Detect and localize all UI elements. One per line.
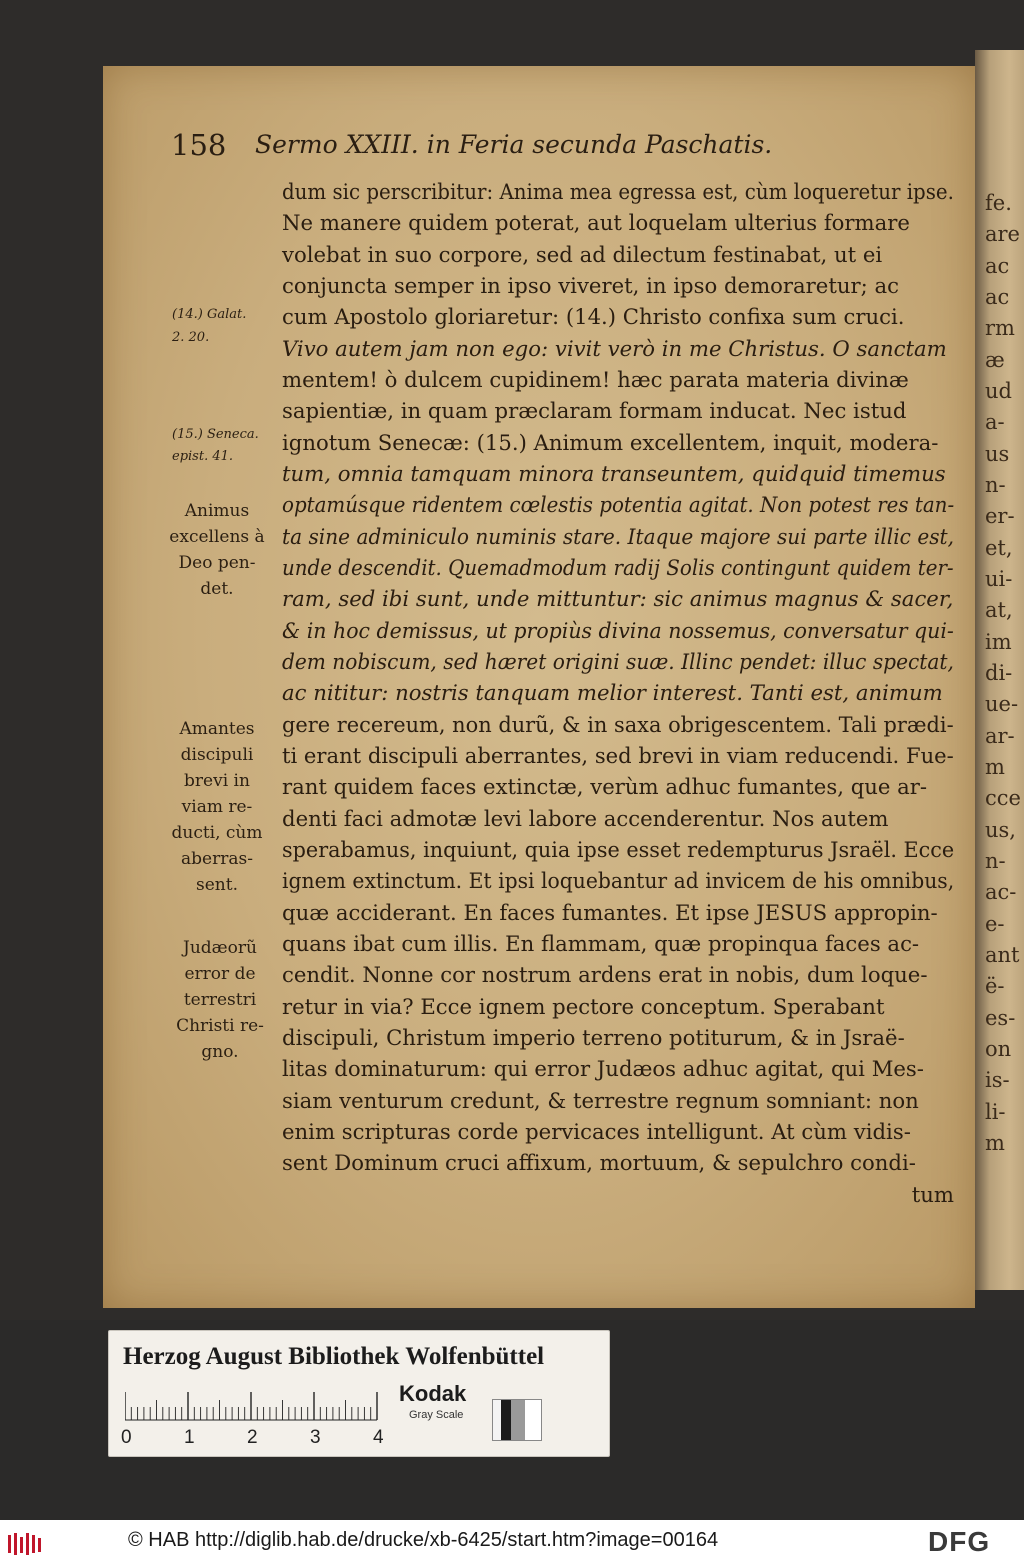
ruler-numbers [121, 1427, 391, 1451]
marginal-line: Christi re- [176, 1016, 264, 1036]
facing-page-fragment: ac- [985, 880, 1017, 905]
dfg-logo: DFG [928, 1526, 991, 1557]
marginal-note-amantes [166, 716, 268, 898]
facing-page-fragment: di- [985, 660, 1013, 685]
marginal-line: gno. [201, 1042, 239, 1062]
institution-name: Herzog August Bibliothek Wolfenbüttel [123, 1343, 545, 1370]
marginal-line: det. [200, 579, 234, 599]
facing-page-fragment: us, [985, 817, 1016, 842]
marginal-line: aberras- [181, 849, 253, 869]
text-line: sperabamus, inquiunt, quia ipse esset redempturus Jsraël. Ecce [282, 836, 955, 862]
text-line: litas dominaturum: qui error Judæos adhuc agitat, qui Mes- [282, 1056, 924, 1082]
note-seneca-ref: epist. 41. [172, 449, 234, 464]
facing-page-fragment: e- [985, 911, 1005, 936]
kodak-subtitle: Gray Scale [409, 1409, 464, 1421]
copyright-url: © HAB http://diglib.hab.de/drucke/xb-6425/start.htm?image=00164 [128, 1529, 719, 1551]
facing-page-fragment: im [985, 629, 1012, 654]
facing-page-fragment: are [985, 222, 1020, 247]
gray-patch [501, 1400, 511, 1440]
facing-page-fragment: ac [985, 284, 1010, 309]
marginal-line: error de [184, 964, 256, 984]
kodak-label [399, 1383, 466, 1421]
facing-page-fragment: ar- [985, 723, 1015, 748]
facing-page-fragment: us [985, 441, 1010, 466]
text-line: ram, sed ibi sunt, unde mittuntur: sic animus magnus & sacer, [282, 586, 954, 612]
gray-patch [525, 1400, 541, 1440]
marginal-line: sent. [196, 875, 238, 895]
body-text [282, 176, 954, 1210]
ruler-number: 0 [121, 1427, 132, 1448]
facing-page-fragment: æ [985, 347, 1005, 372]
page-number: 158 [171, 128, 227, 162]
text-line: conjuncta semper in ipso viveret, in ipso demoraretur; ac [282, 272, 900, 298]
ruler-number: 4 [373, 1427, 384, 1448]
text-line: tum, omnia tamquam minora transeuntem, quidquid timemus [282, 460, 946, 486]
kodak-brand: Kodak [399, 1381, 467, 1406]
gray-patches [492, 1399, 542, 1441]
ruler-number: 2 [247, 1427, 258, 1448]
note-galat-ref: 2. 20. [172, 330, 210, 345]
marginal-note-judaeorum [166, 935, 274, 1065]
facing-page-fragment: rm [985, 316, 1015, 341]
marginal-line: ducti, cùm [171, 823, 263, 843]
facing-page-fragment: a- [985, 410, 1005, 435]
text-line: mentem! ò dulcem cupidinem! hæc parata materia divinæ [282, 366, 909, 392]
ruler-number: 1 [184, 1427, 195, 1448]
marginal-line: Animus [184, 501, 250, 521]
facing-page-fragment: is- [985, 1068, 1010, 1093]
facing-page-fragment: cce [985, 786, 1021, 811]
marginal-line: terrestri [183, 990, 257, 1010]
marginal-line: brevi in [184, 771, 250, 791]
text-line: volebat in suo corpore, sed ad dilectum festinabat, ut ei [282, 241, 883, 267]
text-line: ignem extinctum. Et ipsi loquebantur ad invicem de his omnibus, [282, 868, 955, 894]
text-line: sent Dominum cruci affixum, mortuum, & sepulchro condi- [282, 1150, 916, 1176]
facing-page-fragment: m [985, 754, 1005, 779]
text-line: dem nobiscum, sed hæret origini suæ. Illinc pendet: illuc spectat, [282, 648, 954, 674]
facing-page-fragment: fe. [985, 191, 1012, 215]
text-line: siam venturum credunt, & terrestre regnum somniant: non [282, 1087, 919, 1113]
hab-logo-icon [8, 1533, 44, 1555]
text-line: discipuli, Christum imperio terreno potiturum, & in Jsraë- [282, 1024, 905, 1050]
facing-page-fragment: at, [985, 598, 1013, 623]
text-line: ta sine adminiculo numinis stare. Itaque majore sui parte illic est, [282, 523, 955, 549]
facing-page-fragment: li- [985, 1099, 1006, 1124]
facing-page-fragment: er- [985, 504, 1015, 529]
text-line: dum sic perscribitur: Anima mea egressa est, cùm loqueretur ipse. [282, 179, 954, 204]
text-line: & in hoc demissus, ut propiùs divina nossemus, conversatur qui- [282, 617, 954, 643]
facing-page-fragment: ud [985, 378, 1012, 403]
facing-page-fragment: et, [985, 535, 1013, 560]
marginal-line: excellens à [169, 527, 265, 547]
text-line: denti faci admotæ levi labore accenderentur. Nos autem [282, 805, 889, 831]
facing-page-edge [975, 50, 1024, 1290]
marginal-line: Deo pen- [178, 553, 256, 573]
marginal-line: Judæorũ [183, 938, 257, 958]
gray-patch [493, 1400, 501, 1440]
ruler-scale [125, 1391, 385, 1421]
text-line: enim scripturas corde pervicaces intelligunt. At cùm vidis- [282, 1118, 911, 1144]
ruler-number: 3 [310, 1427, 321, 1448]
text-line: optamúsque ridentem cœlestis potentia agitat. Non potest res tan- [282, 492, 955, 518]
facing-page-fragment: ë- [985, 974, 1005, 999]
facing-page-fragment: ant [985, 942, 1020, 967]
text-line: cendit. Nonne cor nostrum ardens erat in nobis, dum loque- [282, 962, 928, 988]
marginal-note-animus [166, 498, 268, 602]
facing-page-fragment: n- [985, 472, 1006, 497]
facing-page-fragment: on [985, 1036, 1012, 1061]
gray-patch [511, 1400, 525, 1440]
facing-page-fragment: m [985, 1130, 1005, 1155]
footer-bar [0, 1520, 1024, 1563]
running-head [171, 127, 901, 163]
text-line: sapientiæ, in quam præclaram formam inducat. Nec istud [282, 398, 907, 424]
facing-page-fragment: ui- [985, 566, 1013, 591]
color-calibration-card [108, 1330, 610, 1457]
text-line: cum Apostolo gloriaretur: (14.) Christo confixa sum cruci. [282, 304, 905, 330]
text-line: gere recereum, non durũ, & in saxa obrigescentem. Tali prædi- [282, 711, 954, 737]
text-line: rant quidem faces extinctæ, verùm adhuc fumantes, que ar- [282, 774, 928, 800]
text-line: ti erant discipuli aberrantes, sed brevi in viam reducendi. Fue- [282, 742, 954, 768]
marginal-line: Amantes [179, 719, 255, 739]
facing-page-fragment: n- [985, 848, 1006, 873]
text-line: quans ibat cum illis. En flammam, quæ propinqua faces ac- [282, 930, 920, 956]
text-line: quæ acciderant. En faces fumantes. Et ipse JESUS appropin- [282, 899, 938, 925]
text-line: ac nititur: nostris tanquam melior interest. Tanti est, animum [282, 680, 943, 706]
text-line: Ne manere quidem poterat, aut loquelam ulterius formare [282, 210, 910, 236]
marginal-line: viam re- [181, 797, 253, 817]
text-line: ignotum Senecæ: (15.) Animum excellentem, inquit, modera- [282, 429, 939, 455]
text-line: retur in via? Ecce ignem pectore conceptum. Sperabant [282, 993, 885, 1019]
facing-page-fragment: ue- [985, 692, 1019, 717]
text-line: Vivo autem jam non ego: vivit verò in me Christus. O sanctam [282, 335, 947, 361]
note-seneca: (15.) Seneca. [172, 427, 259, 442]
facing-page-fragment: ac [985, 253, 1010, 278]
running-title: Sermo XXIII. in Feria secunda Paschatis. [255, 130, 773, 159]
facing-page-fragment: es- [985, 1005, 1016, 1030]
note-galat: (14.) Galat. [172, 307, 247, 322]
text-line: unde descendit. Quemadmodum radij Solis contingunt quidem ter- [282, 554, 954, 580]
catchword: tum [911, 1181, 954, 1207]
marginal-line: discipuli [180, 745, 254, 765]
